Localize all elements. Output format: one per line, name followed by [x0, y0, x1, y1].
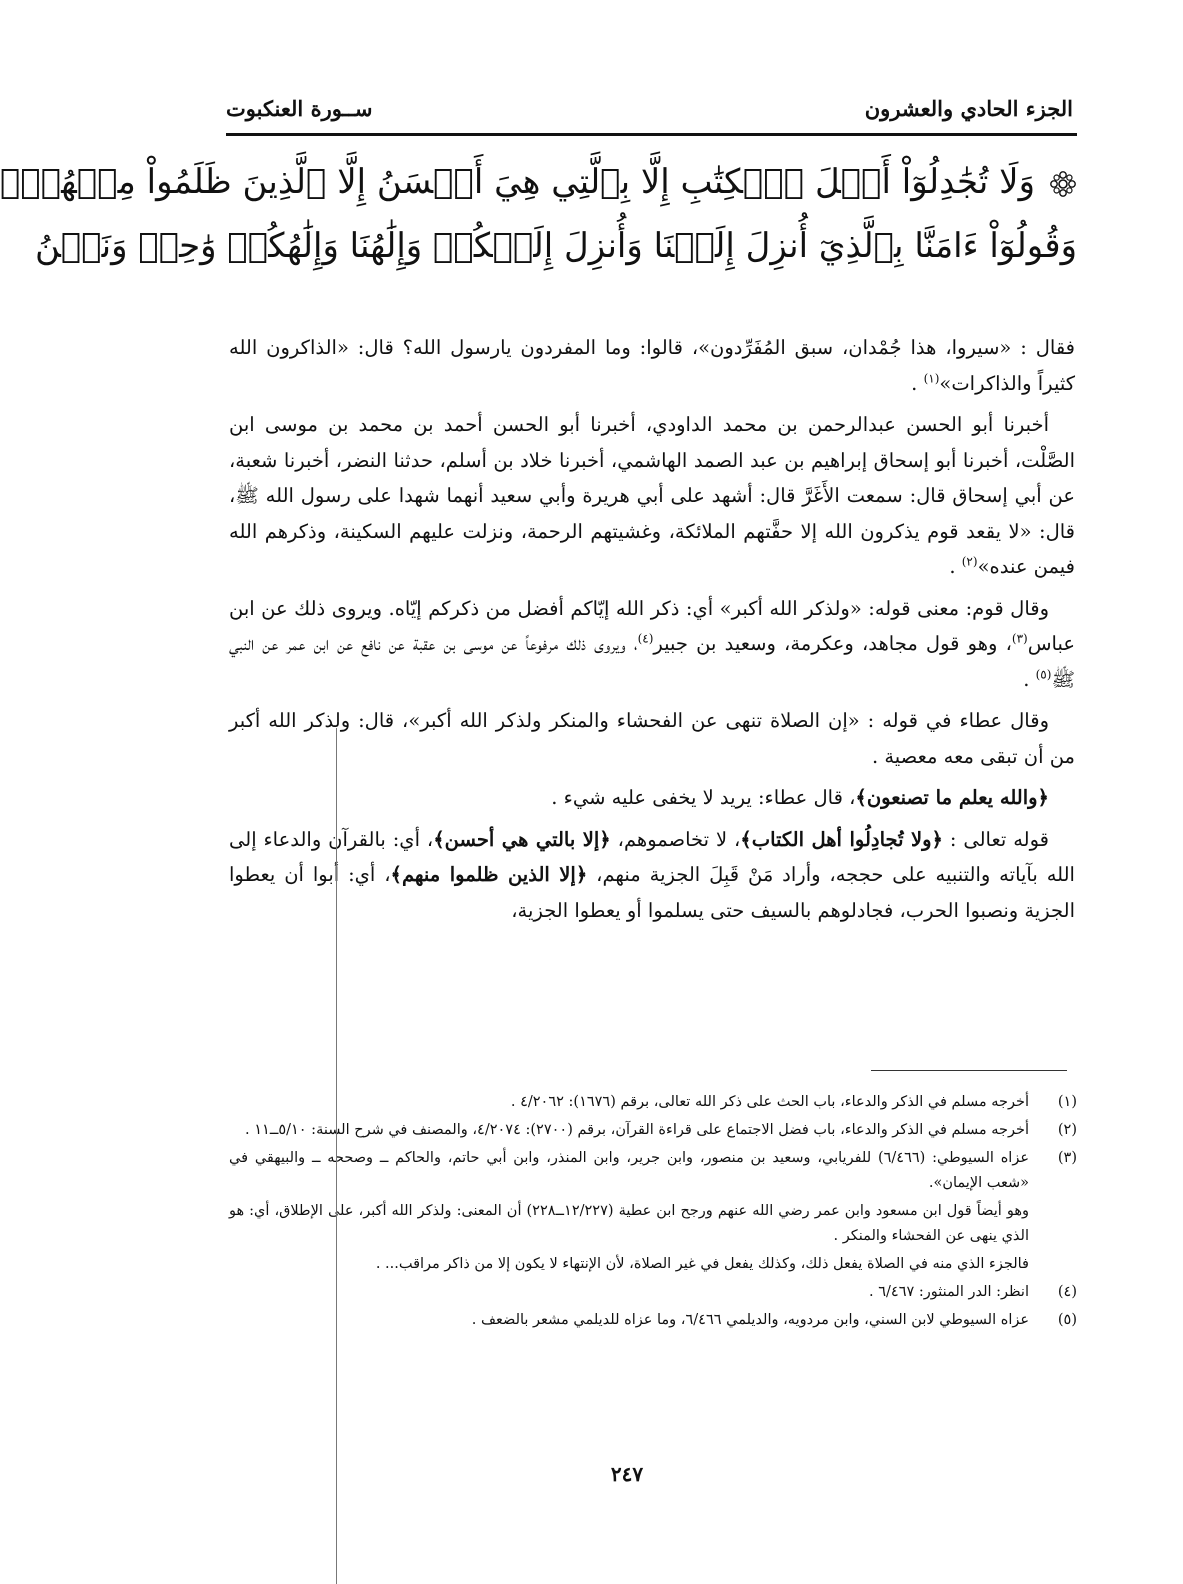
footnote-text: عزاه السيوطي لابن السني، وابن مردويه، والديلمي ٦/٤٦٦، وما عزاه للديلمي مشعر بالضعف .	[471, 1312, 1029, 1328]
paragraph-2	[229, 407, 1075, 585]
surah-title: ســورة العنكبوت	[226, 95, 373, 121]
paragraph-3-text-b: ، وهو قول مجاهد، وعكرمة، وسعيد بن جبير	[653, 632, 1012, 655]
footnote-2	[229, 1118, 1077, 1143]
footnote-text: أخرجه مسلم في الذكر والدعاء، باب فضل الاجتماع على قراءة القرآن، برقم (٢٧٠٠): ٤/٢٠٧٤، والمصنف في شرح السنة: ٥/١٠ــ١١ .	[245, 1122, 1029, 1138]
footnote-3-continuation-2: فالجزء الذي منه في الصلاة يفعل ذلك، وكذلك يفعل في غير الصلاة، لأن الإنتهاء لا يكون إلا من ذاكر مراقب... .	[375, 1256, 1029, 1272]
quran-quote: ﴿والله يعلم ما تصنعون﴾	[855, 786, 1049, 809]
running-header	[226, 88, 1073, 128]
paragraph-6-text-c: ، أي: بالقرآن والدعاء إلى الله بآياته والتنبيه على حججه، وأراد مَنْ قَبِلَ الجزية منهم،	[229, 827, 1075, 886]
paragraph-3-end: .	[1023, 667, 1036, 691]
footnote-5	[229, 1308, 1077, 1333]
paragraph-6	[229, 822, 1075, 929]
footnote-number: (٣)	[1057, 1150, 1077, 1166]
quran-line-1-text: وَلَا تُجَٰدِلُوٓاْ أَهۡلَ ٱلۡكِتَٰبِ إِلَّا بِٱلَّتِي هِيَ أَحۡسَنُ إِلَّا ٱلَّذِينَ ظَلَمُواْ مِنۡهُمۡۖ	[0, 162, 1035, 202]
quran-quote: ﴿إلا الذين ظلموا منهم﴾	[390, 863, 588, 886]
paragraph-1-text: فقال : «سيروا، هذا جُمْدان، سبق المُفَرِّدون»، قالوا: وما المفردون يارسول الله؟ قال: «الذاكرون الله كثيراً والذاكرات»	[229, 336, 1075, 395]
commentary-text	[229, 330, 1075, 934]
footnote-number: (١)	[1057, 1094, 1077, 1110]
paragraph-3-text-c: ، ويروى ذلك مرفوعاً عن موسى بن عقبة عن نافع عن ابن عمر عن النبي ﷺ	[229, 632, 1075, 691]
flower-ornament-icon	[1049, 170, 1077, 198]
paragraph-1-end: .	[911, 371, 924, 395]
paragraph-3	[229, 591, 1075, 698]
footnote-1	[229, 1090, 1077, 1115]
footnote-number: (٢)	[1057, 1122, 1077, 1138]
footnote-text: عزاه السيوطي: (٦/٤٦٦) للفريابي، وسعيد بن منصور، وابن جرير، وابن المنذر، وابن أبي حاتم، والحاكم ــ وصححه ــ والبيهقي في «شعب الإيمان».	[229, 1150, 1029, 1191]
quran-line-1	[0, 150, 1077, 214]
paragraph-4: وقال عطاء في قوله : «إن الصلاة تنهى عن الفحشاء والمنكر ولذكر الله أكبر»، قال: ولذكر الله أكبر من أن تبقى معه معصية .	[229, 709, 1075, 768]
footnote-divider	[871, 1070, 1067, 1071]
quran-verse	[0, 150, 1077, 278]
paragraph-6-text-b: ، لا تخاصموهم،	[610, 827, 741, 851]
paragraph-5-text: ، قال عطاء: يريد لا يخفى عليه شيء .	[551, 786, 856, 809]
footnote-ref: (٤)	[637, 631, 654, 646]
footnote-ref: (١)	[923, 371, 940, 385]
footnote-text: أخرجه مسلم في الذكر والدعاء، باب الحث على ذكر الله تعالى، برقم (١٦٧٦): ٤/٢٠٦٢ .	[510, 1094, 1029, 1110]
header-rule	[226, 133, 1077, 136]
footnote-3-continuation-1: وهو أيضاً قول ابن مسعود وابن عمر رضي الله عنهم ورجح ابن عطية (١٢/٢٢٧ــ٢٢٨) أن المعنى: ولذكر الله أكبر، على الإطلاق، أي: هو الذي ينهى عن الفحشاء والمنكر .	[229, 1203, 1029, 1244]
quran-line-2: وَقُولُوٓاْ ءَامَنَّا بِٱلَّذِيٓ أُنزِلَ إِلَيۡنَا وَأُنزِلَ إِلَيۡكُمۡ وَإِلَٰهُنَا وَإِلَٰهُكُمۡ وَٰحِدٞ وَنَحۡنُ	[34, 226, 1077, 266]
footnote-ref: (٢)	[961, 554, 978, 569]
page-number: ٢٤٧	[610, 1462, 644, 1486]
quran-quote: ﴿ولا تُجادِلُوا أهل الكتاب﴾	[740, 827, 943, 851]
footnotes	[229, 1090, 1077, 1336]
paragraph-2-text: أخبرنا أبو الحسن عبدالرحمن بن محمد الداودي، أخبرنا أبو الحسن أحمد بن محمد بن موسى ابن الصَّلْت، أخبرنا أبو إسحاق إبراهيم بن عبد الصمد الهاشمي، أخبرنا خلاد بن أسلم، حدثنا النضر، أخبرنا شعبة، عن أبي إسحاق قال: سمعت الأَغَرَّ قال: أشهد على أبي هريرة وأبي سعيد أنهما شهدا على رسول الله ﷺ، قال: «لا يقعد قوم يذكرون الله إلا حفَّتهم الملائكة، وغشيتهم الرحمة، ونزلت عليهم السكينة، وذكرهم الله فيمن عنده»	[229, 413, 1075, 578]
quran-quote: ﴿إلا بالتي هي أحسن﴾	[433, 827, 611, 851]
footnote-ref: (٥)	[1035, 667, 1052, 681]
footnote-ref: (٣)	[1011, 631, 1028, 646]
scan-artifact-line	[336, 728, 337, 1584]
paragraph-5	[229, 780, 1075, 816]
footnote-text: انظر: الدر المنثور: ٦/٤٦٧ .	[869, 1284, 1029, 1300]
footnote-number: (٤)	[1057, 1284, 1077, 1300]
paragraph-6-text-d: ، أي: أبوا أن يعطوا الجزية ونصبوا الحرب، فجادلوهم بالسيف حتى يسلموا أو يعطوا الجزية،	[229, 863, 1075, 922]
footnote-3	[229, 1146, 1077, 1196]
paragraph-3-text-a: وقال قوم: معنى قوله: «ولذكر الله أكبر» أي: ذكر الله إيّاكم أفضل من ذكركم إيّاه. ويروى ذلك عن ابن عباس	[229, 596, 1075, 655]
paragraph-1	[229, 330, 1075, 401]
paragraph-2-end: .	[949, 555, 962, 578]
footnote-4	[229, 1280, 1077, 1305]
paragraph-6-text-a: قوله تعالى :	[942, 827, 1050, 851]
part-title: الجزء الحادي والعشرون	[864, 95, 1073, 121]
footnote-number: (٥)	[1057, 1312, 1077, 1328]
